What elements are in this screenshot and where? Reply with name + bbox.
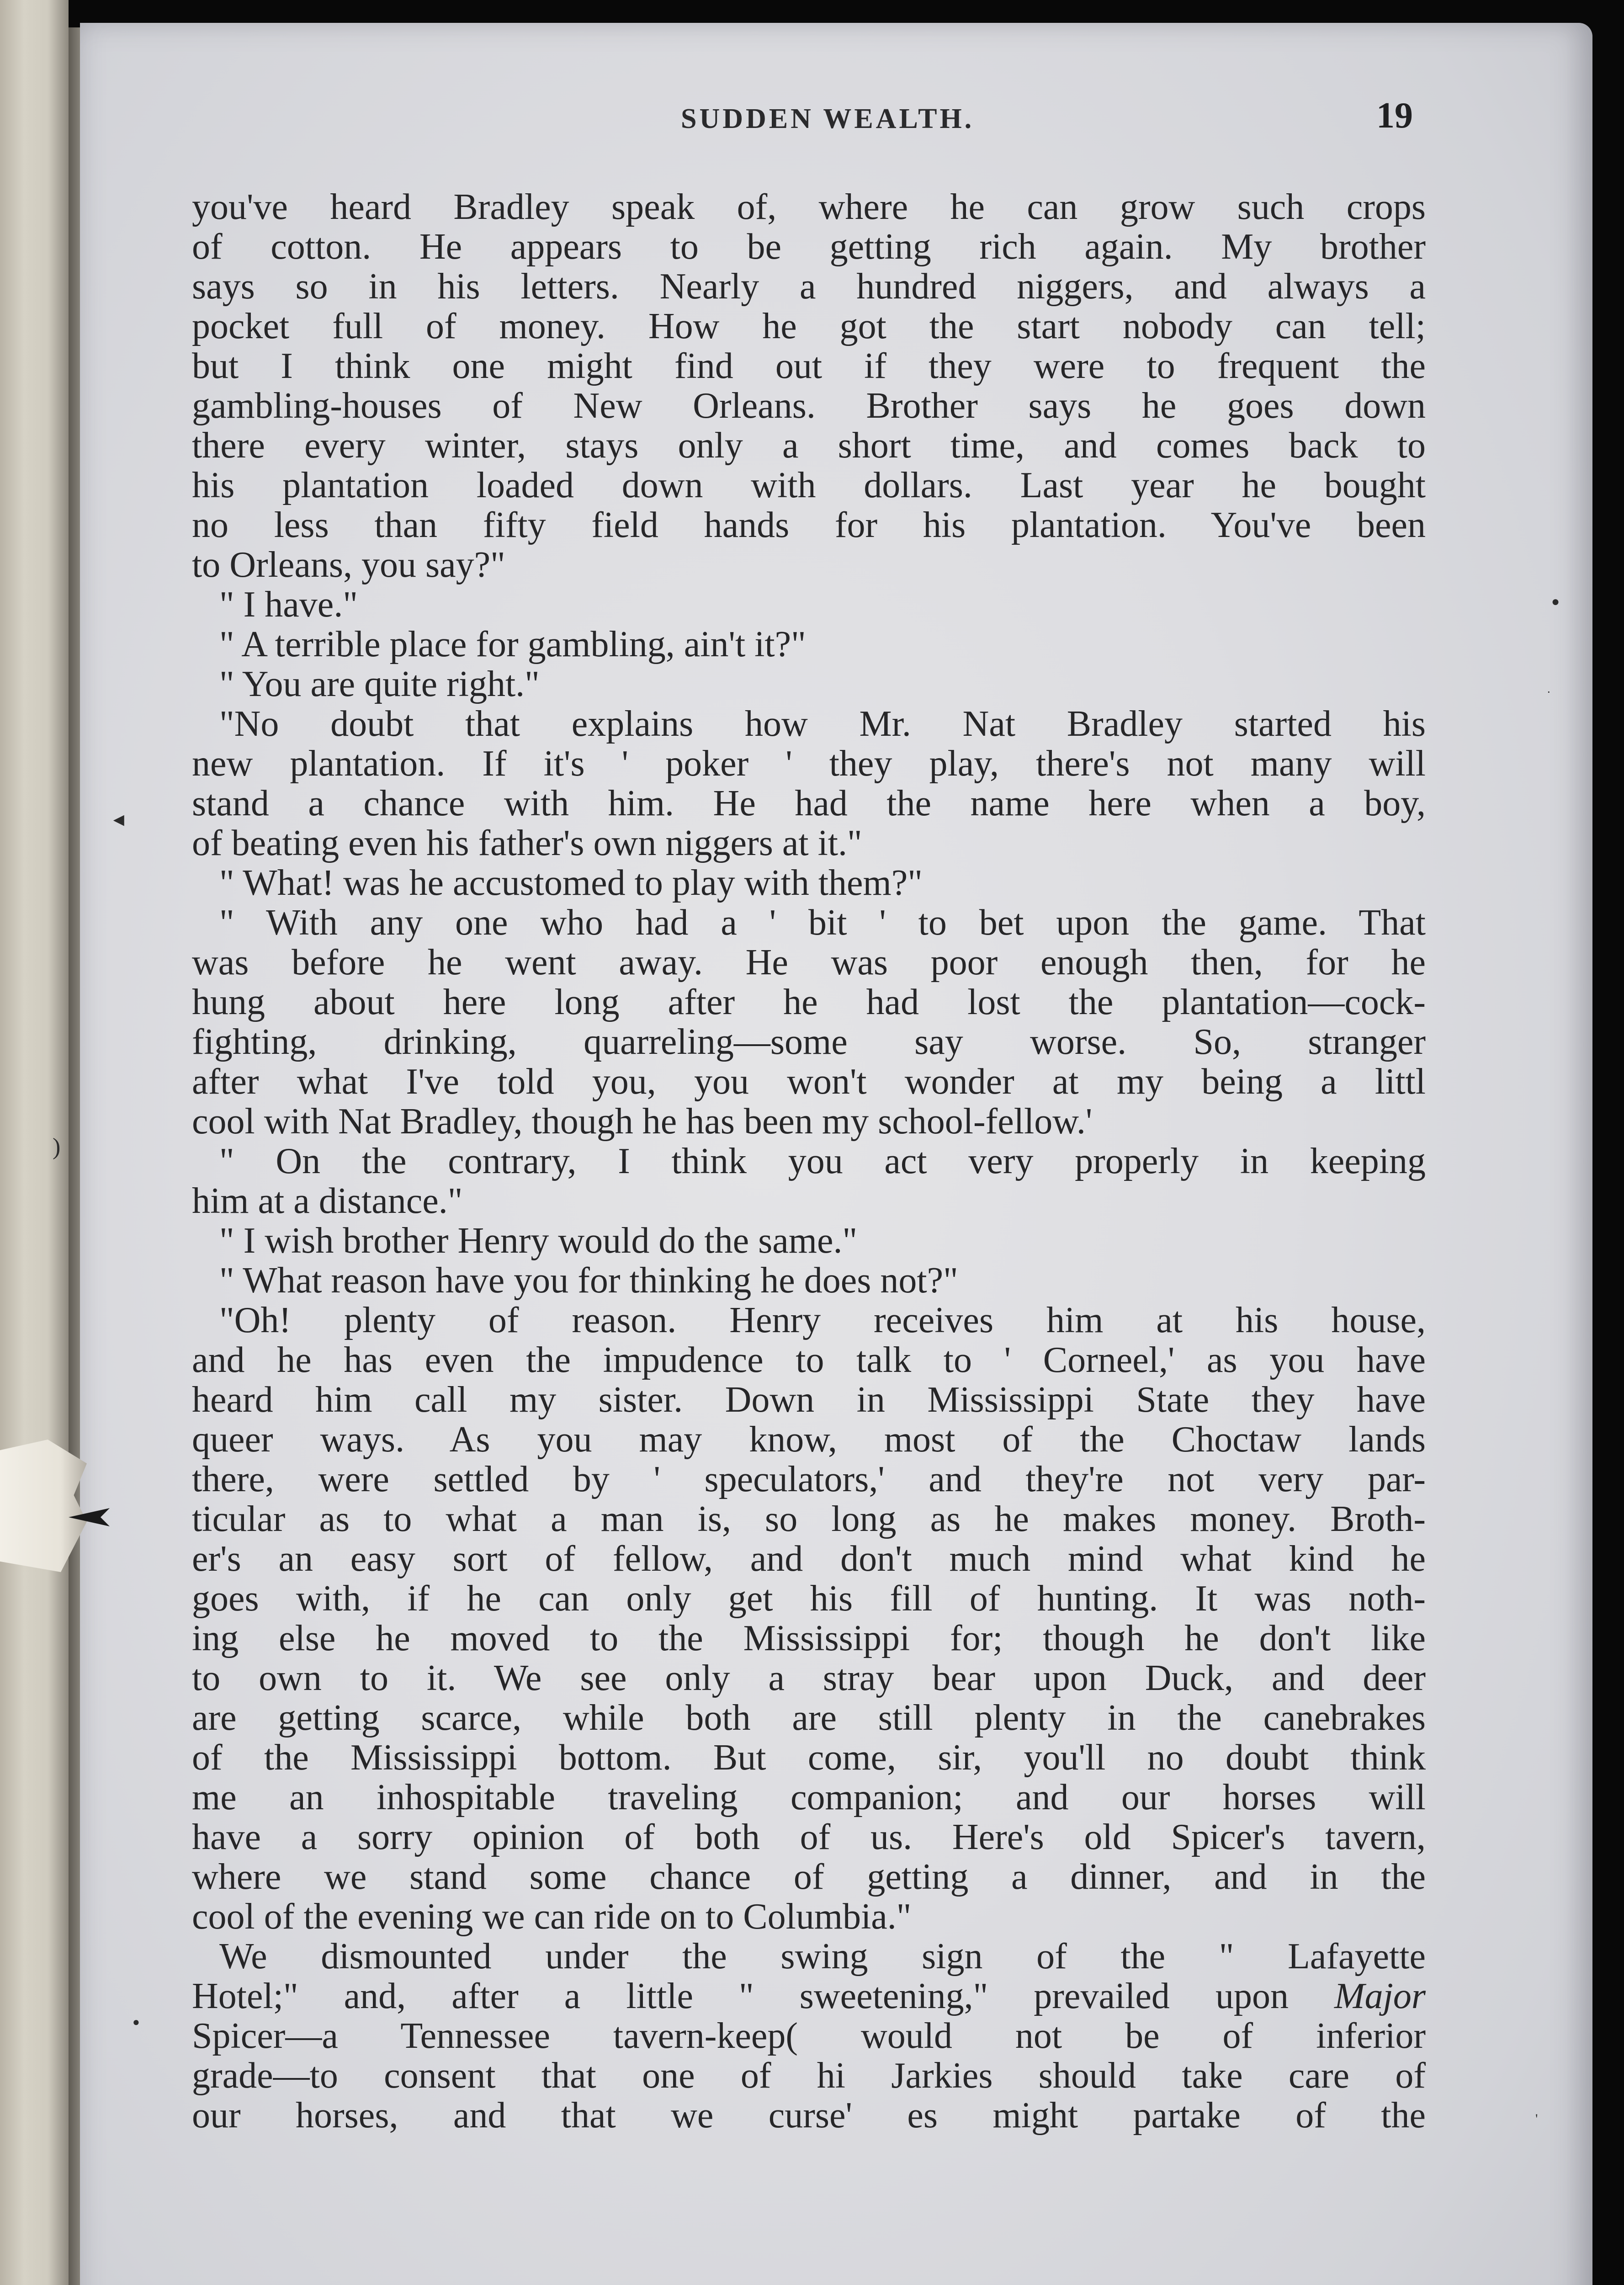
body-text (192, 187, 1426, 2136)
text-line: hung about here long after he had lost the plantation—cock- (192, 982, 1426, 1022)
text-line: have a sorry opinion of both of us. Here's old Spicer's tavern, (192, 1817, 1426, 1857)
text-line: where we stand some chance of getting a dinner, and in the (192, 1857, 1426, 1897)
text-line: ing else he moved to the Mississippi for; though he don't like (192, 1618, 1426, 1658)
text-line: me an inhospitable traveling companion; and our horses will (192, 1777, 1426, 1817)
margin-tick-mark: ' (1535, 2111, 1538, 2126)
text-line: Spicer—a Tennessee tavern-keep( would not be of inferior (192, 2016, 1426, 2056)
margin-dot-mark: ● (133, 2015, 140, 2029)
text-line: " What reason have you for thinking he does not?" (219, 1260, 958, 1301)
text-line: him at a distance." (192, 1181, 463, 1221)
text-line: queer ways. As you may know, most of the Choctaw lands (192, 1419, 1426, 1460)
text-line: cool with Nat Bradley, though he has been my school-fellow.' (192, 1101, 1093, 1142)
text-line: of beating even his father's own niggers at it." (192, 823, 862, 863)
text-line: no less than fifty field hands for his plantation. You've been (192, 505, 1426, 545)
margin-bracket-mark: ) (53, 1134, 61, 1160)
text-line: his plantation loaded down with dollars. Last year he bought (192, 465, 1426, 505)
text-fragment: Hotel;" and, after a little " sweetening," prevailed upon (192, 1976, 1289, 2016)
text-line: er's an easy sort of fellow, and don't much mind what kind he (192, 1539, 1426, 1579)
text-line: our horses, and that we curse' es might partake of the (192, 2095, 1426, 2136)
margin-dot-mark: · (1547, 686, 1551, 699)
text-line-with-italic (192, 1977, 1426, 2016)
italic-fragment: Major (1334, 1976, 1426, 2016)
text-line: there, were settled by ' speculators,' and they're not very par- (192, 1459, 1426, 1499)
text-line: was before he went away. He was poor enough then, for he (192, 942, 1426, 983)
text-line: says so in his letters. Nearly a hundred niggers, and always a (192, 266, 1426, 307)
text-line: goes with, if he can only get his fill of hunting. It was noth- (192, 1578, 1426, 1619)
text-line: " With any one who had a ' bit ' to bet upon the game. That (219, 903, 1426, 943)
text-line: "No doubt that explains how Mr. Nat Bradley started his (219, 704, 1426, 744)
text-line: " A terrible place for gambling, ain't it?" (219, 624, 806, 664)
margin-arrow-mark: ◄ (110, 809, 128, 830)
text-line: ticular as to what a man is, so long as he makes money. Broth- (192, 1499, 1426, 1539)
margin-dot-mark: ● (1551, 594, 1560, 609)
text-line: gambling-houses of New Orleans. Brother says he goes down (192, 386, 1426, 426)
text-line: "Oh! plenty of reason. Henry receives him at his house, (219, 1300, 1426, 1340)
text-line: to own to it. We see only a stray bear upon Duck, and deer (192, 1658, 1426, 1698)
text-line: stand a chance with him. He had the name here when a boy, (192, 783, 1426, 824)
text-line: to Orleans, you say?" (192, 545, 505, 585)
text-line: of cotton. He appears to be getting rich again. My brother (192, 227, 1426, 267)
text-line: We dismounted under the swing sign of the " Lafayette (219, 1936, 1426, 1977)
text-line: you've heard Bradley speak of, where he can grow such crops (192, 187, 1426, 227)
text-line: new plantation. If it's ' poker ' they play, there's not many will (192, 744, 1426, 784)
running-head: SUDDEN WEALTH. (681, 103, 975, 134)
text-line: " What! was he accustomed to play with them?" (219, 863, 923, 903)
text-line: but I think one might find out if they were to frequent the (192, 346, 1426, 386)
text-line: " You are quite right." (219, 664, 540, 704)
text-line: of the Mississippi bottom. But come, sir, you'll no doubt think (192, 1738, 1426, 1778)
page-number: 19 (1376, 96, 1413, 136)
text-line: heard him call my sister. Down in Mississippi State they have (192, 1380, 1426, 1420)
text-line: after what I've told you, you won't wonder at my being a littl (192, 1062, 1426, 1102)
text-line: " I wish brother Henry would do the same." (219, 1221, 858, 1261)
text-line: " On the contrary, I think you act very properly in keeping (219, 1141, 1426, 1181)
margin-arrow-mark (69, 1508, 110, 1526)
text-line: " I have." (219, 585, 358, 625)
text-line: and he has even the impudence to talk to ' Corneel,' as you have (192, 1340, 1426, 1380)
text-line: fighting, drinking, quarreling—some say worse. So, stranger (192, 1022, 1426, 1062)
text-line: are getting scarce, while both are still plenty in the canebrakes (192, 1698, 1426, 1738)
text-line: there every winter, stays only a short time, and comes back to (192, 425, 1426, 466)
text-line: cool of the evening we can ride on to Columbia." (192, 1897, 912, 1937)
text-line: pocket full of money. How he got the start nobody can tell; (192, 306, 1426, 346)
text-line: grade—to consent that one of hi Jarkies should take care of (192, 2056, 1426, 2096)
